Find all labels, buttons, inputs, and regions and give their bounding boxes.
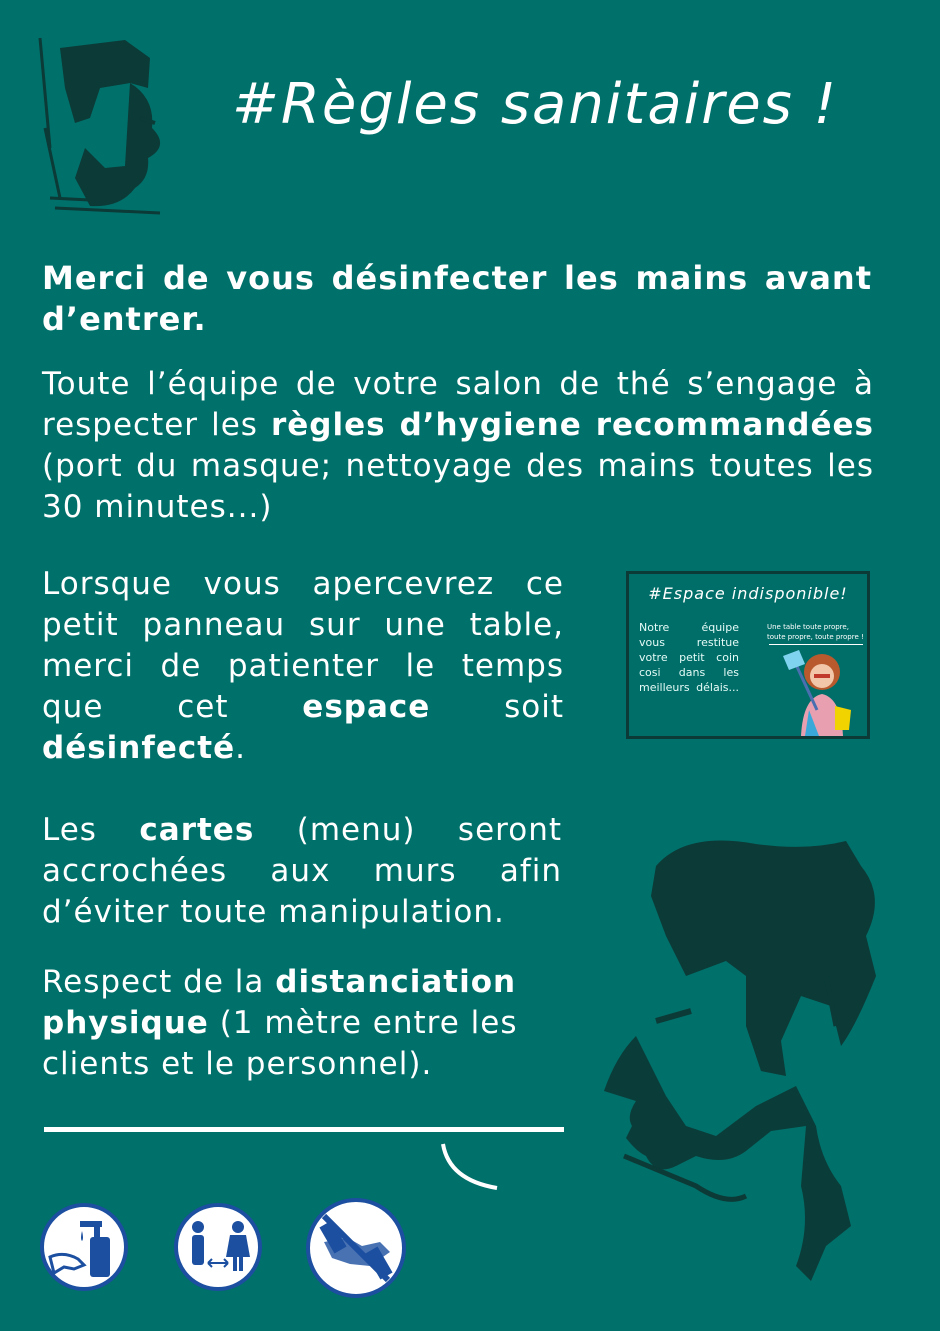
paragraph-sign-text: Lorsque vous apercevrez ce petit panneau sur une table, merci de patienter le temps que cet (42, 566, 564, 725)
sketch-face-large (596, 826, 886, 1286)
page-title: #Règles sanitaires ! (232, 72, 839, 137)
paragraph-distancing-emphasis: distanciation physique (42, 964, 517, 1041)
paragraph-hygiene-text-end: (port du masque; nettoyage des mains toutes les 30 minutes...) (42, 448, 874, 525)
paragraph-sign-text-mid: soit (430, 689, 564, 725)
sign-divider (769, 644, 863, 645)
no-handshake-icon (306, 1198, 406, 1298)
paragraph-menu-emphasis: cartes (139, 812, 255, 848)
paragraph-sign-emphasis-space: espace (302, 689, 431, 725)
paragraph-distancing-text-end: (1 mètre entre les clients et le personnel). (42, 1005, 518, 1082)
paragraph-distancing-text: Respect de la (42, 964, 276, 1000)
paragraph-sign-period: . (235, 730, 246, 766)
sketch-face-small (30, 28, 180, 223)
paragraph-menu-text: Les (42, 812, 140, 848)
divider-line (44, 1127, 564, 1132)
paragraph-menu-text-end: (menu) seront accrochées aux murs afin d’éviter toute manipulation. (42, 812, 562, 930)
sign-title: #Espace indisponible! (648, 584, 848, 603)
speech-tail (435, 1140, 505, 1195)
paragraph-sign-emphasis-disinfected: désinfecté (42, 730, 236, 766)
paragraph-sign (42, 564, 564, 769)
paragraph-hygiene-emphasis: règles d’hygiene recommandées (270, 407, 874, 443)
sign-tagline: Une table toute propre, toute propre, toute propre ! (767, 623, 864, 641)
paragraph-hygiene-text: Toute l’équipe de votre salon de thé s’engage à respecter les (42, 366, 874, 443)
sign-body: Notre équipe vous restitue votre petit coin cosi dans les meilleurs délais... (639, 621, 739, 694)
lead-text: Merci de vous désinfecter les mains avant d’entrer. (42, 259, 872, 338)
paragraph-distancing (42, 962, 562, 1085)
hand-sanitizer-icon (40, 1203, 128, 1291)
paragraph-menu (42, 810, 562, 933)
paragraph-hygiene (42, 364, 874, 528)
cleaning-lady-icon (779, 650, 865, 736)
distancing-icon (174, 1203, 262, 1291)
unavailable-sign-image (626, 571, 870, 739)
